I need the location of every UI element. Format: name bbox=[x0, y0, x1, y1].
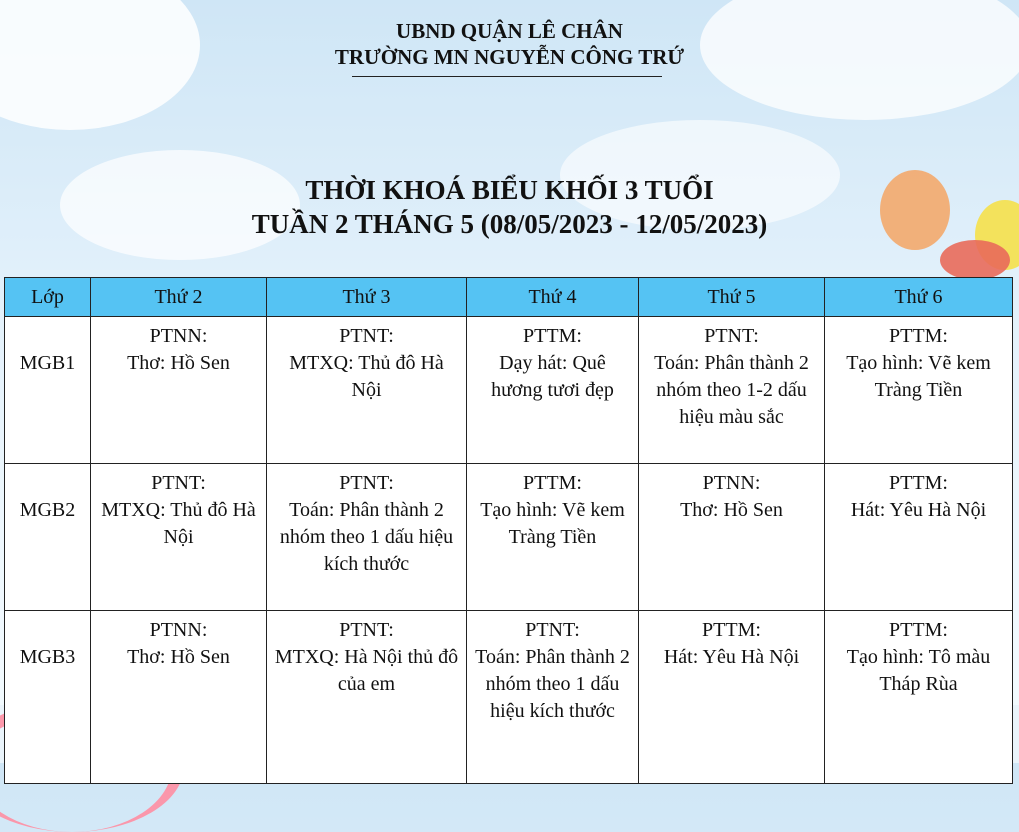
column-header-friday: Thứ 6 bbox=[825, 278, 1013, 317]
schedule-cell bbox=[639, 464, 825, 611]
class-name-cell: MGB2 bbox=[5, 464, 91, 611]
title-line-1: THỜI KHOÁ BIỂU KHỐI 3 TUỔI bbox=[305, 175, 714, 205]
development-area: PTNT: bbox=[339, 619, 394, 641]
schedule-cell bbox=[467, 464, 639, 611]
development-area: PTTM: bbox=[702, 619, 761, 641]
development-area: PTNN: bbox=[702, 472, 761, 494]
schedule-cell bbox=[91, 317, 267, 464]
schedule-cell bbox=[91, 464, 267, 611]
column-header-wednesday: Thứ 4 bbox=[467, 278, 639, 317]
class-name-cell: MGB1 bbox=[5, 317, 91, 464]
schedule-cell bbox=[639, 317, 825, 464]
schedule-cell bbox=[825, 317, 1013, 464]
column-header-monday: Thứ 2 bbox=[91, 278, 267, 317]
title-line-2: TUẦN 2 THÁNG 5 (08/05/2023 - 12/05/2023) bbox=[251, 209, 768, 239]
development-area: PTNN: bbox=[149, 619, 208, 641]
activity: Tạo hình: Tô màu Tháp Rùa bbox=[846, 646, 991, 695]
activity: Toán: Phân thành 2 nhóm theo 1 dấu hiệu kích thước bbox=[475, 646, 630, 722]
schedule-cell bbox=[467, 611, 639, 784]
table-row bbox=[5, 317, 1013, 464]
activity: Dạy hát: Quê hương tươi đẹp bbox=[491, 352, 614, 401]
activity: Tạo hình: Vẽ kem Tràng Tiền bbox=[846, 352, 991, 401]
activity: Toán: Phân thành 2 nhóm theo 1 dấu hiệu kích thước bbox=[279, 499, 454, 575]
development-area: PTTM: bbox=[523, 472, 582, 494]
schedule-cell bbox=[91, 611, 267, 784]
schedule-cell bbox=[467, 317, 639, 464]
activity: MTXQ: Thủ đô Hà Nội bbox=[101, 499, 256, 548]
table-header-row bbox=[5, 278, 1013, 317]
activity: MTXQ: Hà Nội thủ đô của em bbox=[274, 646, 459, 695]
development-area: PTTM: bbox=[523, 325, 582, 347]
column-header-tuesday: Thứ 3 bbox=[267, 278, 467, 317]
activity: Thơ: Hồ Sen bbox=[680, 499, 783, 521]
schedule-cell bbox=[825, 464, 1013, 611]
class-name-cell: MGB3 bbox=[5, 611, 91, 784]
activity: Thơ: Hồ Sen bbox=[127, 646, 230, 668]
table-row bbox=[5, 611, 1013, 784]
schedule-cell bbox=[267, 317, 467, 464]
header-underline bbox=[352, 76, 662, 77]
timetable bbox=[4, 277, 1013, 784]
schedule-cell bbox=[825, 611, 1013, 784]
activity: Hát: Yêu Hà Nội bbox=[850, 499, 987, 521]
activity: Hát: Yêu Hà Nội bbox=[663, 646, 800, 668]
development-area: PTTM: bbox=[889, 325, 948, 347]
activity: Thơ: Hồ Sen bbox=[127, 352, 230, 374]
activity: MTXQ: Thủ đô Hà Nội bbox=[289, 352, 444, 401]
school-header bbox=[0, 18, 1019, 70]
school-name: TRƯỜNG MN NGUYỄN CÔNG TRỨ bbox=[334, 45, 685, 69]
table-row bbox=[5, 464, 1013, 611]
red-balloon-decoration bbox=[940, 240, 1010, 280]
schedule-cell bbox=[267, 464, 467, 611]
column-header-thursday: Thứ 5 bbox=[639, 278, 825, 317]
district-name: UBND QUẬN LÊ CHÂN bbox=[396, 19, 623, 43]
activity: Toán: Phân thành 2 nhóm theo 1-2 dấu hiệu màu sắc bbox=[654, 352, 809, 428]
development-area: PTTM: bbox=[889, 619, 948, 641]
development-area: PTNT: bbox=[704, 325, 759, 347]
development-area: PTNN: bbox=[149, 325, 208, 347]
development-area: PTNT: bbox=[339, 472, 394, 494]
development-area: PTNT: bbox=[151, 472, 206, 494]
schedule-cell bbox=[267, 611, 467, 784]
schedule-title bbox=[0, 173, 1019, 241]
activity: Tạo hình: Vẽ kem Tràng Tiền bbox=[480, 499, 625, 548]
development-area: PTTM: bbox=[889, 472, 948, 494]
schedule-cell bbox=[639, 611, 825, 784]
column-header-class: Lớp bbox=[5, 278, 91, 317]
development-area: PTNT: bbox=[339, 325, 394, 347]
development-area: PTNT: bbox=[525, 619, 580, 641]
